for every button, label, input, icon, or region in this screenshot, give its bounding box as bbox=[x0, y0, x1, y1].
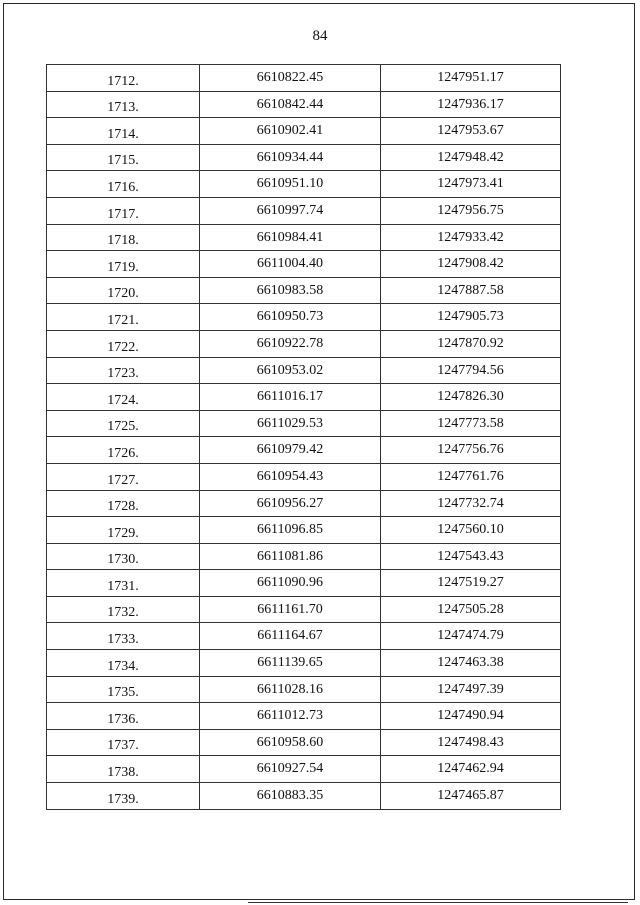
x-coordinate-cell: 6611161.70 bbox=[200, 596, 381, 623]
table-row bbox=[47, 676, 561, 703]
table-row bbox=[47, 596, 561, 623]
x-coordinate-cell: 6611029.53 bbox=[200, 410, 381, 437]
y-coordinate-cell: 1247908.42 bbox=[381, 251, 561, 278]
y-coordinate-cell: 1247887.58 bbox=[381, 277, 561, 304]
x-coordinate-cell: 6610883.35 bbox=[200, 783, 381, 810]
point-number-cell: 1736. bbox=[47, 703, 200, 730]
table-row bbox=[47, 650, 561, 677]
point-number-cell: 1715. bbox=[47, 144, 200, 171]
table-row bbox=[47, 783, 561, 810]
y-coordinate-cell: 1247956.75 bbox=[381, 197, 561, 224]
y-coordinate-cell: 1247505.28 bbox=[381, 596, 561, 623]
table-row bbox=[47, 251, 561, 278]
x-coordinate-cell: 6610954.43 bbox=[200, 463, 381, 490]
point-number-cell: 1734. bbox=[47, 650, 200, 677]
point-number-cell: 1732. bbox=[47, 596, 200, 623]
bottom-rule bbox=[248, 902, 628, 903]
table-row bbox=[47, 224, 561, 251]
x-coordinate-cell: 6610950.73 bbox=[200, 304, 381, 331]
x-coordinate-cell: 6611081.86 bbox=[200, 543, 381, 570]
table-row bbox=[47, 384, 561, 411]
y-coordinate-cell: 1247794.56 bbox=[381, 357, 561, 384]
x-coordinate-cell: 6611012.73 bbox=[200, 703, 381, 730]
point-number-cell: 1723. bbox=[47, 357, 200, 384]
x-coordinate-cell: 6610842.44 bbox=[200, 91, 381, 118]
table-row bbox=[47, 277, 561, 304]
y-coordinate-cell: 1247498.43 bbox=[381, 729, 561, 756]
point-number-cell: 1712. bbox=[47, 65, 200, 92]
table-row bbox=[47, 437, 561, 464]
y-coordinate-cell: 1247870.92 bbox=[381, 330, 561, 357]
x-coordinate-cell: 6610927.54 bbox=[200, 756, 381, 783]
table-row bbox=[47, 304, 561, 331]
coordinates-table bbox=[46, 64, 561, 810]
y-coordinate-cell: 1247463.38 bbox=[381, 650, 561, 677]
point-number-cell: 1737. bbox=[47, 729, 200, 756]
y-coordinate-cell: 1247948.42 bbox=[381, 144, 561, 171]
y-coordinate-cell: 1247543.43 bbox=[381, 543, 561, 570]
x-coordinate-cell: 6610983.58 bbox=[200, 277, 381, 304]
point-number-cell: 1719. bbox=[47, 251, 200, 278]
point-number-cell: 1718. bbox=[47, 224, 200, 251]
point-number-cell: 1735. bbox=[47, 676, 200, 703]
table-row bbox=[47, 171, 561, 198]
coordinates-table-body bbox=[47, 65, 561, 810]
x-coordinate-cell: 6610951.10 bbox=[200, 171, 381, 198]
x-coordinate-cell: 6610984.41 bbox=[200, 224, 381, 251]
table-row bbox=[47, 756, 561, 783]
table-row bbox=[47, 91, 561, 118]
y-coordinate-cell: 1247933.42 bbox=[381, 224, 561, 251]
point-number-cell: 1725. bbox=[47, 410, 200, 437]
x-coordinate-cell: 6610934.44 bbox=[200, 144, 381, 171]
y-coordinate-cell: 1247732.74 bbox=[381, 490, 561, 517]
point-number-cell: 1730. bbox=[47, 543, 200, 570]
y-coordinate-cell: 1247490.94 bbox=[381, 703, 561, 730]
page-number: 84 bbox=[312, 28, 328, 44]
y-coordinate-cell: 1247462.94 bbox=[381, 756, 561, 783]
table-row bbox=[47, 357, 561, 384]
table-row bbox=[47, 570, 561, 597]
point-number-cell: 1717. bbox=[47, 197, 200, 224]
y-coordinate-cell: 1247761.76 bbox=[381, 463, 561, 490]
table-row bbox=[47, 330, 561, 357]
y-coordinate-cell: 1247936.17 bbox=[381, 91, 561, 118]
x-coordinate-cell: 6611004.40 bbox=[200, 251, 381, 278]
table-row bbox=[47, 410, 561, 437]
y-coordinate-cell: 1247474.79 bbox=[381, 623, 561, 650]
y-coordinate-cell: 1247953.67 bbox=[381, 118, 561, 145]
point-number-cell: 1726. bbox=[47, 437, 200, 464]
point-number-cell: 1721. bbox=[47, 304, 200, 331]
y-coordinate-cell: 1247465.87 bbox=[381, 783, 561, 810]
point-number-cell: 1720. bbox=[47, 277, 200, 304]
x-coordinate-cell: 6610956.27 bbox=[200, 490, 381, 517]
x-coordinate-cell: 6610922.78 bbox=[200, 330, 381, 357]
y-coordinate-cell: 1247756.76 bbox=[381, 437, 561, 464]
y-coordinate-cell: 1247951.17 bbox=[381, 65, 561, 92]
table-row bbox=[47, 490, 561, 517]
x-coordinate-cell: 6610958.60 bbox=[200, 729, 381, 756]
x-coordinate-cell: 6610902.41 bbox=[200, 118, 381, 145]
point-number-cell: 1738. bbox=[47, 756, 200, 783]
x-coordinate-cell: 6610822.45 bbox=[200, 65, 381, 92]
y-coordinate-cell: 1247497.39 bbox=[381, 676, 561, 703]
x-coordinate-cell: 6610979.42 bbox=[200, 437, 381, 464]
y-coordinate-cell: 1247973.41 bbox=[381, 171, 561, 198]
point-number-cell: 1729. bbox=[47, 517, 200, 544]
table-row bbox=[47, 463, 561, 490]
table-row bbox=[47, 543, 561, 570]
x-coordinate-cell: 6611090.96 bbox=[200, 570, 381, 597]
table-row bbox=[47, 65, 561, 92]
point-number-cell: 1714. bbox=[47, 118, 200, 145]
point-number-cell: 1727. bbox=[47, 463, 200, 490]
table-row bbox=[47, 703, 561, 730]
point-number-cell: 1733. bbox=[47, 623, 200, 650]
x-coordinate-cell: 6611028.16 bbox=[200, 676, 381, 703]
point-number-cell: 1728. bbox=[47, 490, 200, 517]
point-number-cell: 1731. bbox=[47, 570, 200, 597]
point-number-cell: 1722. bbox=[47, 330, 200, 357]
table-row bbox=[47, 197, 561, 224]
y-coordinate-cell: 1247773.58 bbox=[381, 410, 561, 437]
y-coordinate-cell: 1247905.73 bbox=[381, 304, 561, 331]
point-number-cell: 1716. bbox=[47, 171, 200, 198]
x-coordinate-cell: 6610953.02 bbox=[200, 357, 381, 384]
point-number-cell: 1739. bbox=[47, 783, 200, 810]
table-row bbox=[47, 729, 561, 756]
y-coordinate-cell: 1247519.27 bbox=[381, 570, 561, 597]
table-row bbox=[47, 517, 561, 544]
table-row bbox=[47, 118, 561, 145]
point-number-cell: 1713. bbox=[47, 91, 200, 118]
table-row bbox=[47, 623, 561, 650]
y-coordinate-cell: 1247560.10 bbox=[381, 517, 561, 544]
point-number-cell: 1724. bbox=[47, 384, 200, 411]
x-coordinate-cell: 6611096.85 bbox=[200, 517, 381, 544]
x-coordinate-cell: 6611016.17 bbox=[200, 384, 381, 411]
x-coordinate-cell: 6611139.65 bbox=[200, 650, 381, 677]
table-row bbox=[47, 144, 561, 171]
y-coordinate-cell: 1247826.30 bbox=[381, 384, 561, 411]
x-coordinate-cell: 6610997.74 bbox=[200, 197, 381, 224]
x-coordinate-cell: 6611164.67 bbox=[200, 623, 381, 650]
